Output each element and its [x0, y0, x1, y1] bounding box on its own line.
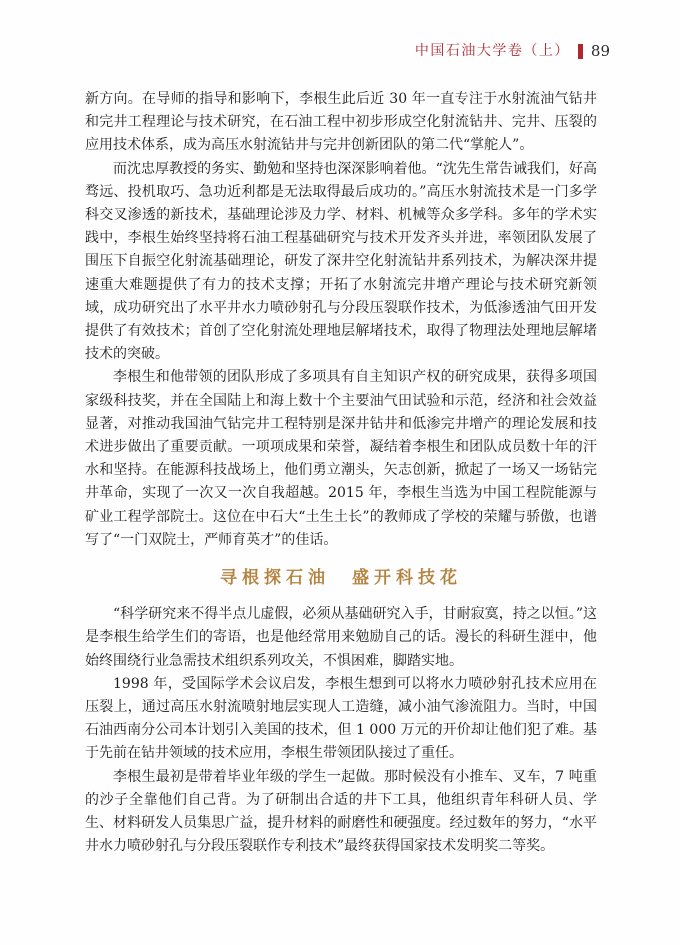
paragraph: 而沈忠厚教授的务实、勤勉和坚持也深深影响着他。“沈先生常告诫我们，好高骛远、投机取巧、急功近利都是无法取得最后成功的。”高压水射流技术是一门多学科交叉渗透的新技术，基础理论涉及力学、材料、机械等众多学科。多年的学术实践中，李根生始终坚持将石油工程基础研究与技术开发齐头并进，率领团队发展了围压下自振空化射流基础理论，研发了深井空化射流钻井系列技术，为解决深井提速重大难题提供了有力的技术支撑；开拓了水射流完井增产理论与技术研究新领域，成功研究出了水平井水力喷砂射孔与分段压裂联作技术，为低渗透油气田开发提供了有效技术；首创了空化射流处理地层解堵技术，取得了物理法处理地层解堵技术的突破。	[85, 160, 597, 363]
running-header	[415, 42, 610, 60]
paragraph: 李根生最初是带着毕业年级的学生一起做。那时候没有小推车、叉车，7 吨重的沙子全靠他们自己背。为了研制出合适的井下工具，他组织青年科研人员、学生、材料研发人员集思广益，提升材料的耐磨性和硬强度。经过数年的努力，“水平井水力喷砂射孔与分段压裂联作专利技术”最终获得国家技术发明奖二等奖。	[85, 768, 597, 855]
book-title: 中国石油大学卷（上）	[414, 43, 570, 59]
section-heading: 寻根探石油 盛开科技花	[220, 568, 462, 589]
paragraph: 李根生和他带领的团队形成了多项具有自主知识产权的研究成果，获得多项国家级科技奖，并在全国陆上和海上数十个主要油气田试验和示范，经济和社会效益显著，对推动我国油气钻完井工程特别是深井钻井和低渗完井增产的理论发展和技术进步做出了重要贡献。一项项成果和荣誉，凝结着李根生和团队成员数十年的汗水和坚持。在能源科技战场上，他们勇立潮头，矢志创新，掀起了一场又一场钻完井革命，实现了一次又一次自我超越。2015 年，李根生当选为中国工程院能源与矿业工程学部院士。这位在中石大“土生土长”的教师成了学校的荣耀与骄傲，也谱写了“一门双院士，严师育英才”的佳话。	[85, 369, 597, 548]
page-number: 89	[590, 42, 610, 60]
header-divider-bar	[578, 44, 583, 59]
page-body	[85, 88, 597, 859]
paragraph-continuation: 新方向。在导师的指导和影响下，李根生此后近 30 年一直专注于水射流油气钻井和完井工程理论与技术研究，在石油工程中初步形成空化射流钻井、完井、压裂的应用技术体系，成为高压水射流钻井与完井创新团队的第二代“掌舵人”。	[85, 91, 597, 154]
paragraph: “科学研究来不得半点儿虚假，必须从基础研究入手，甘耐寂寞，持之以恒。”这是李根生给学生们的寄语，也是他经常用来勉励自己的话。漫长的科研生涯中，他始终围绕行业急需技术组织系列攻关，不惧困难，脚踏实地。	[85, 606, 597, 669]
paragraph: 1998 年，受国际学术会议启发，李根生想到可以将水力喷砂射孔技术应用在压裂上，通过高压水射流喷射地层实现人工造缝，减小油气渗流阻力。当时，中国石油西南分公司本计划引入美国的技术，但 1 000 万元的开价却让他们犯了难。基于先前在钻井领域的技术应用，李根生带领团队接过了重任。	[85, 675, 597, 762]
